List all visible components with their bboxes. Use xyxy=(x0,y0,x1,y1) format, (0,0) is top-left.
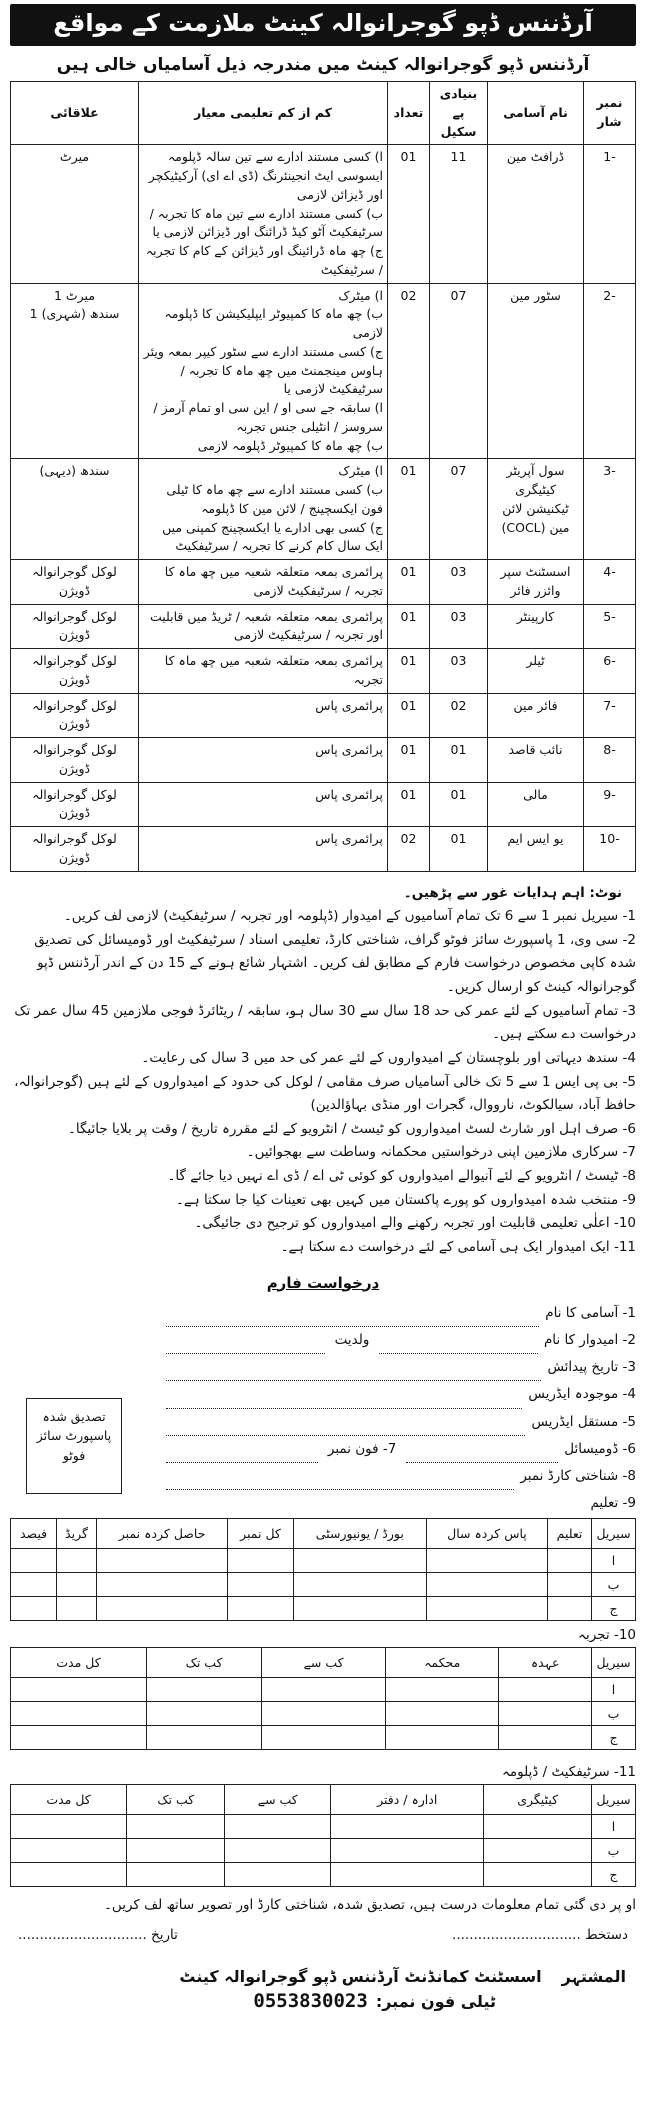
qualification-line: ا) سابقہ جے سی او / این سی او تمام آرمز / سروسز / انٹیلی جنس تجربہ xyxy=(153,400,383,434)
education-header: فیصد xyxy=(11,1518,57,1548)
qualification-line: ا) میٹرک xyxy=(338,287,383,303)
experience-cell[interactable] xyxy=(11,1701,147,1725)
certificate-header: کب تک xyxy=(127,1784,225,1814)
education-header: گریڈ xyxy=(57,1518,97,1548)
instructions xyxy=(10,882,636,1260)
experience-cell[interactable] xyxy=(147,1677,262,1701)
certificate-cell[interactable] xyxy=(127,1814,225,1838)
table-row xyxy=(11,827,636,872)
cell-post: سول آپریٹر کیٹیگری ٹیکنیشن لائن مین (COCL) xyxy=(488,459,584,560)
education-cell[interactable] xyxy=(548,1548,592,1572)
cell-count: 01 xyxy=(388,604,430,649)
education-table xyxy=(10,1518,636,1621)
cell-post: فائر مین xyxy=(488,693,584,738)
education-cell[interactable] xyxy=(293,1596,426,1620)
serial-letter: ب xyxy=(592,1838,636,1862)
advertiser-label: المشتہر xyxy=(561,1966,626,1986)
jobs-table-header xyxy=(11,82,636,145)
education-header: بورڈ / یونیورسٹی xyxy=(293,1518,426,1548)
experience-cell[interactable] xyxy=(385,1725,498,1749)
certificate-cell[interactable] xyxy=(225,1862,331,1886)
education-cell[interactable] xyxy=(228,1596,294,1620)
experience-cell[interactable] xyxy=(499,1701,592,1725)
table-row xyxy=(11,1862,636,1886)
education-cell[interactable] xyxy=(97,1572,228,1596)
cell-scale: 07 xyxy=(430,283,488,459)
instructions-title: نوٹ: اہم ہدایات غور سے پڑھیں۔ xyxy=(403,884,622,901)
experience-table xyxy=(10,1647,636,1750)
cell-scale: 01 xyxy=(430,782,488,827)
serial-letter: ا xyxy=(592,1814,636,1838)
table-row xyxy=(11,560,636,605)
qualification-line: ب) چھ ماہ کا کمپیوٹر ڈپلومہ لازمی xyxy=(197,437,383,453)
serial-letter: ا xyxy=(592,1677,636,1701)
cell-count: 01 xyxy=(388,738,430,783)
cell-serial: -4 xyxy=(584,560,636,605)
qualification-line: پرائمری بمعہ متعلقہ شعبہ / ٹریڈ میں قابلیت اور تجربہ / سرٹیفکیٹ لازمی xyxy=(149,608,383,643)
table-row xyxy=(11,1838,636,1862)
certificate-cell[interactable] xyxy=(331,1862,484,1886)
cell-serial: -6 xyxy=(584,649,636,694)
cell-scale: 03 xyxy=(430,560,488,605)
experience-header: کب تک xyxy=(147,1647,262,1677)
certificate-label: 11- سرٹیفکیٹ / ڈپلومہ xyxy=(501,1763,636,1780)
instruction-item: 1- سیریل نمبر 1 سے 6 تک تمام آسامیوں کے امیدوار (ڈپلومہ اور تجربہ / سرٹیفکیٹ) لازمی لف کریں۔ xyxy=(63,908,636,925)
experience-cell[interactable] xyxy=(385,1701,498,1725)
header-post: نام آسامی xyxy=(488,82,584,145)
cell-qualification xyxy=(139,693,388,738)
serial-letter: ب xyxy=(592,1701,636,1725)
certificate-cell[interactable] xyxy=(11,1814,127,1838)
cell-post: کارپینٹر xyxy=(488,604,584,649)
experience-cell[interactable] xyxy=(262,1725,386,1749)
header-serial: نمبر شار xyxy=(584,82,636,145)
instruction-item: 3- تمام آسامیوں کے لئے عمر کی حد 18 سال سے 30 سال ہو، سابقہ / ریٹائرڈ فوجی ملازمین 45 سال عمر تک درخواست دے سکتے ہیں۔ xyxy=(14,1002,636,1043)
cell-region: لوکل گوجرانوالہ ڈویژن xyxy=(11,738,139,783)
cell-post: یو ایس ایم xyxy=(488,827,584,872)
experience-header: کب سے xyxy=(262,1647,386,1677)
cell-serial: -7 xyxy=(584,693,636,738)
phone-label: ٹیلی فون نمبر: xyxy=(375,1991,496,2011)
cell-scale: 03 xyxy=(430,649,488,694)
instruction-item: 4- سندھ دیہاتی اور بلوچستان کے امیدواروں کے لئے عمر کی حد میں 3 سال کی رعایت۔ xyxy=(141,1049,636,1066)
qualification-line: ب) کسی مستند ادارے سے چھ ماہ کا ٹیلی فون ایکسچینج / لائن مین کا ڈپلومہ xyxy=(166,482,383,516)
cell-region: سندھ (دیہی) xyxy=(11,459,139,560)
cell-region: لوکل گوجرانوالہ ڈویژن xyxy=(11,827,139,872)
education-cell[interactable] xyxy=(11,1596,57,1620)
jobs-table xyxy=(10,81,636,872)
experience-cell[interactable] xyxy=(499,1725,592,1749)
cell-qualification xyxy=(139,283,388,459)
qualification-line: ج) کسی بھی ادارے یا ایکسچینج کمپنی میں ایک سال کام کرنے کا تجربہ / سرٹیفکیٹ xyxy=(162,519,383,554)
education-header: تعلیم xyxy=(548,1518,592,1548)
table-row xyxy=(11,283,636,459)
certificate-cell[interactable] xyxy=(331,1814,484,1838)
signature-field[interactable]: دستخط .............................. xyxy=(452,1926,628,1943)
certificate-cell[interactable] xyxy=(225,1838,331,1862)
field-post-name[interactable]: 1- آسامی کا نام xyxy=(166,1300,636,1327)
cell-count: 02 xyxy=(388,283,430,459)
cell-post: ڈرافٹ مین xyxy=(488,145,584,283)
cell-post: ٹیلر xyxy=(488,649,584,694)
signature-row xyxy=(10,1927,636,1943)
cell-qualification xyxy=(139,145,388,283)
certificate-header: کب سے xyxy=(225,1784,331,1814)
cell-scale: 01 xyxy=(430,827,488,872)
education-header: پاس کردہ سال xyxy=(426,1518,547,1548)
cell-scale: 01 xyxy=(430,738,488,783)
cell-scale: 02 xyxy=(430,693,488,738)
certificate-cell[interactable] xyxy=(225,1814,331,1838)
instruction-item: 5- بی پی ایس 1 سے 5 تک خالی آسامیاں صرف مقامی / لوکل کی حدود کے امیدواروں کے لئے ہیں (گوجرانوالہ، حافظ آباد، سیالکوٹ، نارووال، گجرات اور منڈی بہاؤالدین) xyxy=(14,1073,636,1114)
cell-post: اسسٹنٹ سپر وائزر فائر xyxy=(488,560,584,605)
cell-scale: 11 xyxy=(430,145,488,283)
table-row xyxy=(11,738,636,783)
cell-qualification xyxy=(139,782,388,827)
table-row xyxy=(11,1572,636,1596)
cell-post: نائب قاصد xyxy=(488,738,584,783)
education-cell[interactable] xyxy=(548,1596,592,1620)
cell-qualification xyxy=(139,649,388,694)
table-row xyxy=(11,693,636,738)
experience-label: 10- تجربہ xyxy=(578,1626,636,1643)
education-cell[interactable] xyxy=(426,1572,547,1596)
cell-qualification xyxy=(139,827,388,872)
serial-letter: ج xyxy=(592,1725,636,1749)
education-cell[interactable] xyxy=(97,1596,228,1620)
serial-letter: ا xyxy=(592,1548,636,1572)
page-subtitle: آرڈننس ڈپو گوجرانوالہ کینٹ میں مندرجہ ذیل آسامیاں خالی ہیں xyxy=(56,55,590,75)
phone-number-label: 7- فون نمبر xyxy=(327,1440,397,1457)
cell-scale: 03 xyxy=(430,604,488,649)
table-row xyxy=(11,604,636,649)
certificate-header: سیریل xyxy=(592,1784,636,1814)
table-row xyxy=(11,459,636,560)
cell-count: 01 xyxy=(388,560,430,605)
table-row xyxy=(11,1677,636,1701)
cell-region: لوکل گوجرانوالہ ڈویژن xyxy=(11,560,139,605)
certificate-header: کیٹیگری xyxy=(484,1784,592,1814)
qualification-line: ا) کسی مستند ادارے سے تین سالہ ڈپلومہ ایسوسی ایٹ انجینئرنگ (ڈی اے ای) آرکیٹیکچر اور ڈیزائن لازمی xyxy=(148,149,383,202)
cell-serial: -2 xyxy=(584,283,636,459)
header-scale: بنیادی پے سکیل xyxy=(430,82,488,145)
education-cell[interactable] xyxy=(228,1548,294,1572)
experience-cell[interactable] xyxy=(147,1725,262,1749)
certificate-cell[interactable] xyxy=(11,1862,127,1886)
qualification-line: پرائمری پاس xyxy=(315,697,383,713)
table-row xyxy=(11,1596,636,1620)
header-region: علاقائی xyxy=(11,82,139,145)
qualification-line: ب) چھ ماہ کا کمپیوٹر ایپلیکیشن کا ڈپلومہ لازمی xyxy=(164,306,383,340)
declaration: او پر دی گئی تمام معلومات درست ہیں، تصدیق شدہ، شناختی کارڈ اور تصویر ساتھ لف کریں۔ xyxy=(104,1896,636,1913)
certificate-cell[interactable] xyxy=(331,1838,484,1862)
experience-cell[interactable] xyxy=(385,1677,498,1701)
cell-region: لوکل گوجرانوالہ ڈویژن xyxy=(11,604,139,649)
cell-serial: -1 xyxy=(584,145,636,283)
cell-scale: 07 xyxy=(430,459,488,560)
education-cell[interactable] xyxy=(426,1548,547,1572)
certificate-cell[interactable] xyxy=(11,1838,127,1862)
instruction-item: 8- ٹیسٹ / انٹرویو کے لئے آنیوالے امیدواروں کو کوئی ٹی اے / ڈی اے نہیں دیا جائے گا۔ xyxy=(167,1168,636,1184)
instruction-item: 2- سی وی، 1 پاسپورٹ سائز فوٹو گراف، شناختی کارڈ، تعلیمی اسناد / سرٹیفکیٹ اور ڈومیسائل کی تصدیق شدہ کاپی مخصوص درخواست فارم کے مطابق لف کریں۔ اشتہار شائع ہونے کے 15 دن کے اندر آرڈننس ڈپو گوجرانوالہ کینٹ کو ارسال کریں۔ xyxy=(34,931,636,995)
experience-header: کل مدت xyxy=(11,1647,147,1677)
instruction-item: 9- منتخب شدہ امیدواروں کو پورے پاکستان میں کہیں بھی تعینات کیا جا سکتا ہے۔ xyxy=(175,1191,636,1208)
photo-box-text: تصدیق شدہ پاسپورٹ سائز فوٹو xyxy=(36,1409,112,1463)
cell-serial: -10 xyxy=(584,827,636,872)
cell-post: مالی xyxy=(488,782,584,827)
table-row xyxy=(11,1725,636,1749)
certificate-header: ادارہ / دفتر xyxy=(331,1784,484,1814)
table-row xyxy=(11,145,636,283)
education-header: کل نمبر xyxy=(228,1518,294,1548)
certificate-header: کل مدت xyxy=(11,1784,127,1814)
cell-region: لوکل گوجرانوالہ ڈویژن xyxy=(11,693,139,738)
phone-number[interactable]: 0553830023 xyxy=(253,1989,368,2012)
cell-post: سٹور مین xyxy=(488,283,584,459)
qualification-line: پرائمری بمعہ متعلقہ شعبہ میں چھ ماہ کا تجربہ / سرٹیفکیٹ لازمی xyxy=(164,564,383,598)
education-cell[interactable] xyxy=(57,1548,97,1572)
cell-count: 02 xyxy=(388,827,430,872)
application-form-title: درخواست فارم xyxy=(266,1273,380,1292)
qualification-line: ب) کسی مستند ادارے سے تین ماہ کا تجربہ / سرٹیفکیٹ آٹو کیڈ ڈرائنگ اور ڈیزائن لازمی یا xyxy=(149,205,383,240)
certificate-cell[interactable] xyxy=(484,1838,592,1862)
experience-cell[interactable] xyxy=(11,1725,147,1749)
father-name-label: ولدیت xyxy=(334,1331,370,1348)
education-cell[interactable] xyxy=(57,1596,97,1620)
cell-serial: -3 xyxy=(584,459,636,560)
field-permanent-address[interactable]: 5- مستقل ایڈریس xyxy=(166,1409,636,1436)
education-cell[interactable] xyxy=(97,1548,228,1572)
cell-region: لوکل گوجرانوالہ ڈویژن xyxy=(11,782,139,827)
instruction-item: 7- سرکاری ملازمین اپنی درخواستیں محکمانہ وساطت سے بھجوائیں۔ xyxy=(246,1144,636,1161)
cell-qualification xyxy=(139,738,388,783)
serial-letter: ج xyxy=(592,1862,636,1886)
cell-qualification xyxy=(139,604,388,649)
experience-header: عہدہ xyxy=(499,1647,592,1677)
qualification-line: پرائمری بمعہ متعلقہ شعبہ میں چھ ماہ کا تجربہ xyxy=(164,653,383,687)
header-qualification: کم از کم تعلیمی معیار xyxy=(139,82,388,145)
cell-region: میرٹ 1 سندھ (شہری) 1 xyxy=(11,283,139,459)
field-dob[interactable]: 3- تاریخ پیدائش xyxy=(166,1354,636,1381)
cell-count: 01 xyxy=(388,782,430,827)
education-cell[interactable] xyxy=(293,1548,426,1572)
qualification-line: ج) چھ ماہ ڈرائینگ اور ڈیزائن کے کام کا تجربہ / سرٹیفکیٹ xyxy=(145,243,383,277)
experience-cell[interactable] xyxy=(262,1677,386,1701)
date-field[interactable]: تاریخ .............................. xyxy=(18,1926,178,1943)
cell-serial: -5 xyxy=(584,604,636,649)
field-education: 9- تعلیم xyxy=(590,1495,636,1512)
serial-letter: ج xyxy=(592,1596,636,1620)
education-header: حاصل کردہ نمبر xyxy=(97,1518,228,1548)
cell-qualification xyxy=(139,459,388,560)
application-form-fields xyxy=(166,1300,636,1518)
cell-count: 01 xyxy=(388,693,430,738)
cell-serial: -9 xyxy=(584,782,636,827)
page-title: آرڈننس ڈپو گوجرانوالہ کینٹ ملازمت کے مواقع xyxy=(10,4,636,46)
table-row xyxy=(11,782,636,827)
field-cnic[interactable]: 8- شناختی کارڈ نمبر xyxy=(166,1463,636,1490)
table-row xyxy=(11,1548,636,1572)
experience-header: محکمہ xyxy=(385,1647,498,1677)
qualification-line: ج) کسی مستند ادارے سے سٹور کیپر بمعہ ویئر ہاوس مینجمنٹ میں چھ ماہ کا تجربہ / سرٹیفکیٹ لازمی یا xyxy=(143,343,383,397)
experience-cell[interactable] xyxy=(147,1701,262,1725)
cell-serial: -8 xyxy=(584,738,636,783)
table-row xyxy=(11,1814,636,1838)
qualification-line: ا) میٹرک xyxy=(338,463,383,479)
cell-region: لوکل گوجرانوالہ ڈویژن xyxy=(11,649,139,694)
cell-qualification xyxy=(139,560,388,605)
certificate-cell[interactable] xyxy=(127,1838,225,1862)
cell-region: میرٹ xyxy=(11,145,139,283)
certificate-cell[interactable] xyxy=(127,1862,225,1886)
instruction-item: 6- صرف اہل اور شارٹ لسٹ امیدواروں کو ٹیسٹ / انٹرویو کے لئے مقررہ تاریخ / وقت پر بلایا جائیگا۔ xyxy=(67,1120,636,1137)
education-cell[interactable] xyxy=(548,1572,592,1596)
certificate-table xyxy=(10,1784,636,1887)
experience-cell[interactable] xyxy=(499,1677,592,1701)
advertiser-name: اسسٹنٹ کمانڈنٹ آرڈننس ڈپو گوجرانوالہ کینٹ xyxy=(179,1966,542,1986)
education-cell[interactable] xyxy=(228,1572,294,1596)
field-candidate-name[interactable]: 2- امیدوار کا نام ولدیت xyxy=(166,1327,636,1354)
serial-letter: ب xyxy=(592,1572,636,1596)
cell-count: 01 xyxy=(388,649,430,694)
experience-header: سیریل xyxy=(592,1647,636,1677)
field-current-address[interactable]: 4- موجودہ ایڈریس xyxy=(166,1381,636,1408)
header-count: تعداد xyxy=(388,82,430,145)
education-header: سیریل xyxy=(592,1518,636,1548)
education-cell[interactable] xyxy=(57,1572,97,1596)
field-domicile[interactable]: 6- ڈومیسائل 7- فون نمبر xyxy=(166,1436,636,1463)
education-cell[interactable] xyxy=(426,1596,547,1620)
experience-cell[interactable] xyxy=(262,1701,386,1725)
qualification-line: پرائمری پاس xyxy=(315,742,383,757)
education-cell[interactable] xyxy=(293,1572,426,1596)
table-row xyxy=(11,649,636,694)
education-cell[interactable] xyxy=(11,1572,57,1596)
qualification-line: پرائمری پاس xyxy=(315,786,383,802)
cell-count: 01 xyxy=(388,145,430,283)
certificate-cell[interactable] xyxy=(484,1862,592,1886)
table-row xyxy=(11,1701,636,1725)
certificate-cell[interactable] xyxy=(484,1814,592,1838)
qualification-line: پرائمری پاس xyxy=(315,831,383,846)
instruction-item: 11- ایک امیدوار ایک ہی آسامی کے لئے درخواست دے سکتا ہے۔ xyxy=(280,1238,636,1255)
experience-cell[interactable] xyxy=(11,1677,147,1701)
instruction-item: 10- اعلٰی تعلیمی قابلیت اور تجربہ رکھنے والے امیدواروں کو ترجیح دی جائیگی۔ xyxy=(194,1215,636,1232)
education-cell[interactable] xyxy=(11,1548,57,1572)
cell-count: 01 xyxy=(388,459,430,560)
photo-box xyxy=(26,1398,122,1494)
footer xyxy=(10,1967,636,2012)
